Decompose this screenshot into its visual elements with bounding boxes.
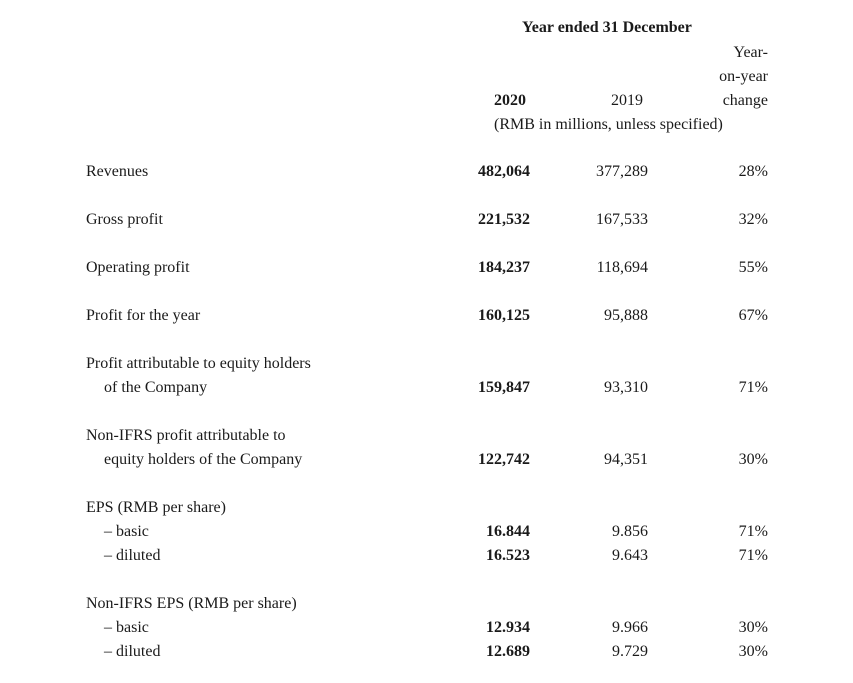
row-label-profit-for-year: Profit for the year: [86, 307, 201, 324]
profit-attributable-2020: 159,847: [478, 379, 530, 396]
yoy-heading-line3: change: [722, 92, 768, 109]
gross-profit-2020: 221,532: [478, 211, 530, 228]
nonifrs-profit-2020: 122,742: [478, 451, 530, 468]
row-label-operating-profit: Operating profit: [86, 259, 190, 276]
column-2020-heading: 2020: [494, 92, 526, 109]
revenues-yoy: 28%: [738, 163, 768, 180]
row-label-revenues: Revenues: [86, 163, 149, 180]
profit-attributable-yoy: 71%: [738, 379, 768, 396]
nonifrs-eps-basic-yoy: 30%: [738, 619, 768, 636]
yoy-heading-line1: Year-: [733, 44, 768, 61]
row-label-nonifrs-eps-basic: – basic: [104, 619, 149, 636]
gross-profit-2019: 167,533: [596, 211, 648, 228]
profit-for-year-yoy: 67%: [738, 307, 768, 324]
yoy-heading-line2: on-year: [719, 68, 768, 85]
row-label-eps-basic: – basic: [104, 523, 149, 540]
nonifrs-profit-2019: 94,351: [604, 451, 648, 468]
profit-for-year-2019: 95,888: [604, 307, 648, 324]
profit-for-year-2020: 160,125: [478, 307, 530, 324]
revenues-2019: 377,289: [596, 163, 648, 180]
nonifrs-eps-diluted-2020: 12.689: [486, 643, 530, 660]
row-label-profit-attributable-line2: of the Company: [104, 379, 208, 396]
nonifrs-profit-yoy: 30%: [738, 451, 768, 468]
nonifrs-eps-diluted-2019: 9.729: [612, 643, 648, 660]
revenues-2020: 482,064: [478, 163, 530, 180]
row-label-nonifrs-eps-diluted: – diluted: [104, 643, 161, 660]
period-heading: Year ended 31 December: [522, 19, 692, 36]
eps-basic-2019: 9.856: [612, 523, 648, 540]
nonifrs-eps-basic-2019: 9.966: [612, 619, 648, 636]
eps-basic-yoy: 71%: [738, 523, 768, 540]
row-label-eps-diluted: – diluted: [104, 547, 161, 564]
nonifrs-eps-basic-2020: 12.934: [486, 619, 530, 636]
operating-profit-2020: 184,237: [478, 259, 530, 276]
row-label-gross-profit: Gross profit: [86, 211, 163, 228]
eps-diluted-yoy: 71%: [738, 547, 768, 564]
operating-profit-yoy: 55%: [738, 259, 768, 276]
profit-attributable-2019: 93,310: [604, 379, 648, 396]
gross-profit-yoy: 32%: [738, 211, 768, 228]
unit-note: (RMB in millions, unless specified): [494, 116, 723, 133]
eps-diluted-2019: 9.643: [612, 547, 648, 564]
eps-basic-2020: 16.844: [486, 523, 530, 540]
operating-profit-2019: 118,694: [596, 259, 648, 276]
nonifrs-eps-diluted-yoy: 30%: [738, 643, 768, 660]
column-2019-heading: 2019: [611, 92, 643, 109]
row-label-nonifrs-profit-line2: equity holders of the Company: [104, 451, 303, 468]
row-label-profit-attributable-line1: Profit attributable to equity holders: [86, 355, 311, 372]
row-label-eps: EPS (RMB per share): [86, 499, 226, 516]
eps-diluted-2020: 16.523: [486, 547, 530, 564]
row-label-nonifrs-eps: Non-IFRS EPS (RMB per share): [86, 595, 297, 612]
row-label-nonifrs-profit-line1: Non-IFRS profit attributable to: [86, 427, 286, 444]
